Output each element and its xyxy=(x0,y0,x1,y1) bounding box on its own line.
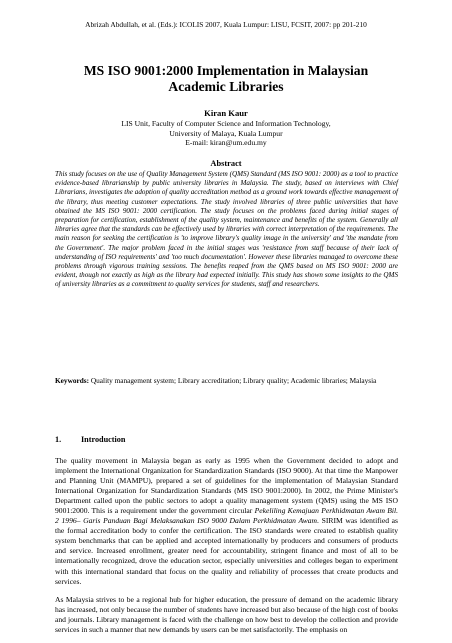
running-header: Abrizah Abdullah, et al. (Eds.): ICOLIS 2007, Kuala Lumpur: LISU, FCSIT, 2007: pp 201-210 xyxy=(85,20,367,29)
section-number: 1. xyxy=(55,435,62,444)
author-affiliation xyxy=(40,119,412,148)
section-body xyxy=(55,456,398,643)
section-heading xyxy=(55,435,125,445)
author-email: E-mail: kiran@um.edu.my xyxy=(185,138,267,147)
paper-title xyxy=(40,63,412,95)
section-title: Introduction xyxy=(81,435,126,444)
author-name: Kiran Kaur xyxy=(204,108,248,118)
paragraph-text: . SIRIM was identified as the formal accreditation body to confer the certification. The ISO standards were created to establish quality system benchmarks that can be applied and accepted internationally by producers and consumers of products and service. Increased enrollment, greater need for accountability, stringent finance and most of all to be internationally recognized, drove the education sector, especially universities and colleges began to experiment with this international standard that focus on the quality and reliability of processes that create products and services. xyxy=(55,516,398,586)
paragraph: As Malaysia strives to be a regional hub for higher education, the pressure of demand on the academic library has increased, not only because the number of students have increased but also because of the high cost of books and journals. Library management is faced with the challenge on how best to develop the collection and provide services in such a manner that new demands by users can be met satisfactorily. The emphasis on xyxy=(55,594,398,634)
paragraph xyxy=(55,456,398,587)
abstract-heading: Abstract xyxy=(210,159,242,168)
title-line-1: MS ISO 9001:2000 Implementation in Malaysian xyxy=(83,63,369,78)
keywords xyxy=(55,376,398,386)
title-line-2: Academic Libraries xyxy=(168,79,284,94)
abstract-text: This study focuses on the use of Quality Management System (QMS) Standard (MS ISO 9001: 2000) as a tool to practice evidence-based librarianship by public university libraries in Malaysia. The study, based on interviews with Chief Librarians, investigates the adoption of quality accreditation method as a ground work towards effective management of the library, thus meeting customer expectations. The study involved libraries of three public universities that have obtained the MS ISO 9001: 2000 certification. The study focuses on the problems faced during initial stages of preparation for certification, establishment of the quality system, maintenance and benefits of the system. Generally all libraries agree that the standards can be effectively used by libraries with correct interpretation of the requirements. The main reason for seeking the certification is 'to improve library's quality image in the university' and 'the mandate from the Government'. The major problem faced in the initial stages was 'resistance from staff because of their lack of understanding of ISO requirements' and 'too much documentation'. However these libraries managed to overcome these problems through vigorous training sessions. The benefits reaped from the QMS based on MS ISO 9001: 2000 are evident, though not exactly as high as the library had expected initially. This study has shown some insights to the QMS of university libraries as a commitment to quality services for students, staff and researchers. xyxy=(55,170,398,289)
affiliation-line: LIS Unit, Faculty of Computer Science and Information Technology, xyxy=(121,119,331,128)
paragraph-text: The quality movement in Malaysia began as early as 1995 when the Government decided to adopt and implement the International Organization for Standardization Standards (ISO 9000). At that time the Manpower and Planning Unit (MAMPU), prepared a set of guidelines for the implementation of Malaysian Standard International Organization for Standardization Standards (MS ISO 9001:2000). In 2002, the Prime Minister's Department called upon the public sectors to adopt a quality management system (QMS) using the MS ISO 9001:2000. This is a requirement under the government circular xyxy=(55,456,398,516)
affiliation-line: University of Malaya, Kuala Lumpur xyxy=(169,128,283,138)
circular-title: Pekeliling Kemajuan Perkhidmatan Awam Bil. 2 1996– Garis Panduan Bagi Melaksanakan ISO 9000 Dalam Perkhidmatan Awam xyxy=(55,506,398,526)
keywords-list: Quality management system; Library accreditation; Library quality; Academic libraries; Malaysia xyxy=(89,376,377,385)
keywords-label: Keywords: xyxy=(55,376,90,385)
